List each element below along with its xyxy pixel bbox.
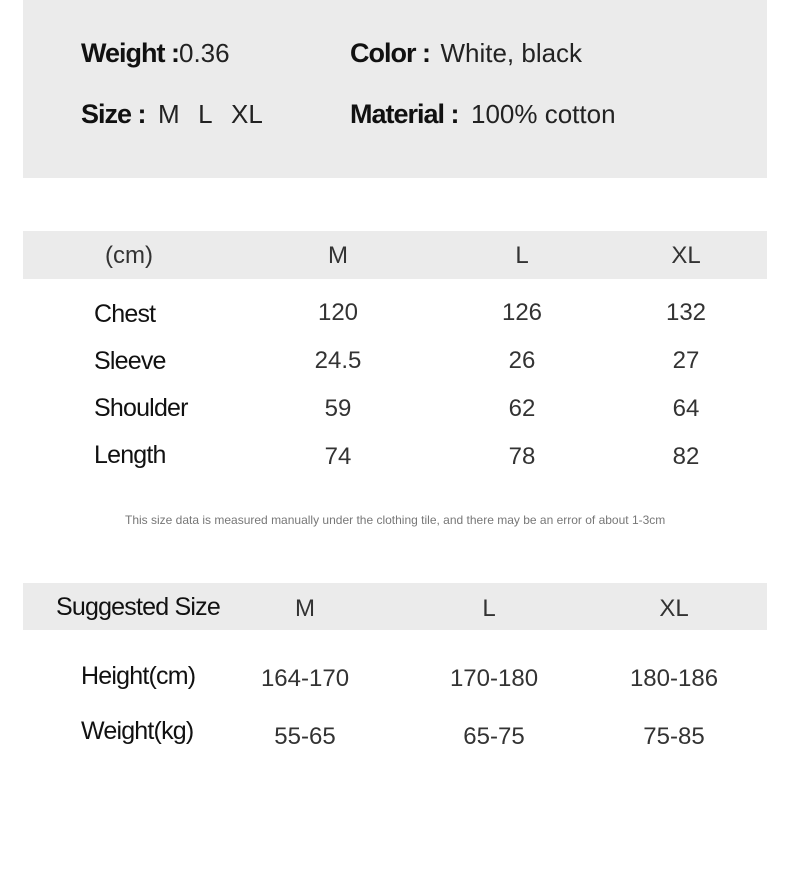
color-label: Color : xyxy=(350,38,430,68)
size-chart-col-xl: XL xyxy=(671,242,701,269)
size-chart-col-l: L xyxy=(515,242,529,269)
size-chart-cell: 64 xyxy=(672,395,700,422)
size-chart-cell: 120 xyxy=(317,299,359,326)
size-chart-cell: 74 xyxy=(324,443,352,470)
suggested-cell: 65-75 xyxy=(463,723,525,750)
color-value: White, black xyxy=(440,38,583,68)
material-label: Material : xyxy=(350,99,459,129)
measurement-note: This size data is measured manually under the clothing tile, and there may be an error of about 1-3cm xyxy=(125,513,666,527)
spec-color xyxy=(350,38,582,69)
size-chart-cell: 82 xyxy=(672,443,700,470)
size-chart-row-label: Length xyxy=(94,441,166,469)
suggested-cell: 180-186 xyxy=(629,665,719,692)
material-value: 100% cotton xyxy=(471,99,616,129)
size-chart-cell: 24.5 xyxy=(314,347,362,374)
size-option-m: M xyxy=(157,99,180,129)
weight-value: 0.36 xyxy=(178,38,230,68)
size-chart-col-m: M xyxy=(328,242,348,269)
size-chart-unit-header: (cm) xyxy=(105,242,153,269)
spec-material xyxy=(350,99,616,130)
size-chart-cell: 26 xyxy=(508,347,536,374)
size-chart-row-label: Chest xyxy=(94,300,156,328)
weight-label: Weight : xyxy=(81,38,179,68)
suggested-cell: 170-180 xyxy=(449,665,539,692)
size-chart-cell: 27 xyxy=(672,347,700,374)
suggested-col-xl: XL xyxy=(659,595,689,622)
size-chart-row-label: Shoulder xyxy=(94,394,188,422)
suggested-row-label: Height(cm) xyxy=(81,662,196,690)
size-label: Size : xyxy=(81,99,146,129)
size-chart-cell: 62 xyxy=(508,395,536,422)
size-chart-cell: 78 xyxy=(508,443,536,470)
spec-size xyxy=(81,99,263,130)
size-option-xl: XL xyxy=(231,99,263,129)
suggested-col-l: L xyxy=(482,595,496,622)
suggested-cell: 55-65 xyxy=(274,723,336,750)
suggested-cell: 164-170 xyxy=(260,665,350,692)
size-option-l: L xyxy=(198,99,213,129)
size-chart-cell: 126 xyxy=(501,299,543,326)
size-chart-row-label: Sleeve xyxy=(94,347,166,375)
size-chart-cell: 132 xyxy=(665,299,707,326)
suggested-row-label: Weight(kg) xyxy=(81,717,194,745)
suggested-col-m: M xyxy=(295,595,315,622)
suggested-size-title: Suggested Size xyxy=(56,593,220,621)
size-chart-cell: 59 xyxy=(324,395,352,422)
product-specs-panel xyxy=(23,0,767,178)
suggested-cell: 75-85 xyxy=(643,723,705,750)
spec-weight xyxy=(81,38,230,69)
